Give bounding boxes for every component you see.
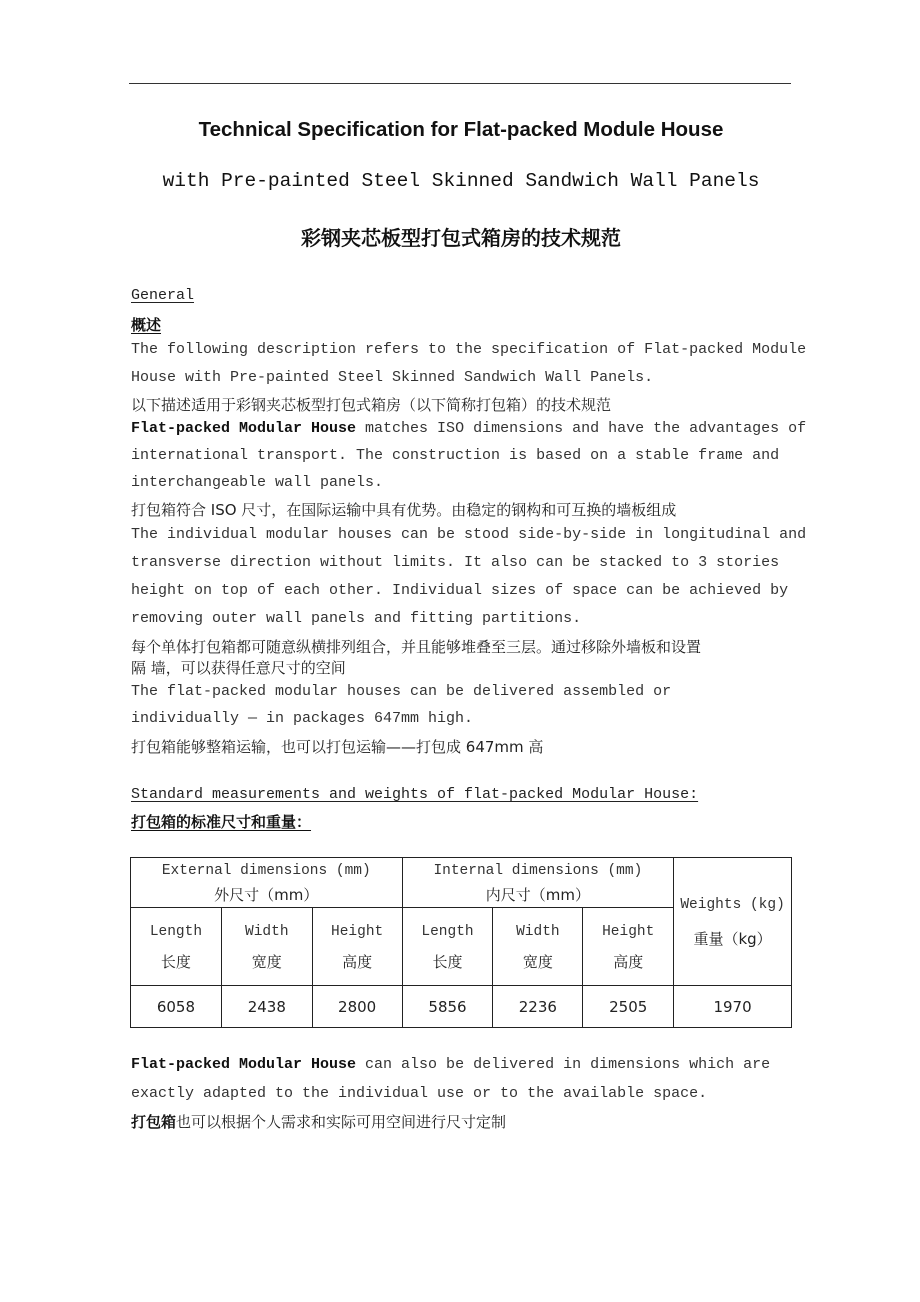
paragraph-3-line-1: The individual modular houses can be stood side-by-side in longitudinal and <box>131 526 807 543</box>
internal-dimensions-label: Internal dimensions (mm) <box>433 862 643 879</box>
int-length-header <box>402 908 493 986</box>
general-heading-cn: 概述 <box>131 316 162 334</box>
ext-width-label-cn: 宽度 <box>251 952 282 971</box>
title-english-subline: with Pre-painted Steel Skinned Sandwich Wall Panels <box>162 170 760 192</box>
external-dimensions-header <box>131 858 403 908</box>
external-dimensions-label: External dimensions (mm) <box>161 862 371 879</box>
int-length-label: Length <box>421 923 474 940</box>
product-name: Flat-packed Modular House <box>131 420 357 437</box>
ext-length-header <box>131 908 222 986</box>
int-height-header <box>583 908 674 986</box>
title-chinese: 彩钢夹芯板型打包式箱房的技术规范 <box>301 226 621 250</box>
paragraph-3-cn-2: 隔 墙，可以获得任意尺寸的空间 <box>131 659 346 677</box>
internal-dimensions-label-cn: 内尺寸（mm） <box>485 885 590 904</box>
closing-line-1 <box>131 1056 770 1073</box>
title-english: Technical Specification for Flat-packed Module House <box>198 118 724 141</box>
int-height-value: 2505 <box>583 986 674 1028</box>
weights-label: Weights (kg) <box>680 896 785 913</box>
weights-header <box>674 858 792 986</box>
general-heading: General <box>131 287 195 304</box>
ext-height-header <box>312 908 402 986</box>
paragraph-2-line-2: international transport. The construction is based on a stable frame and <box>131 447 780 464</box>
ext-length-value: 6058 <box>131 986 222 1028</box>
standard-heading: Standard measurements and weights of flat-packed Modular House: <box>131 786 699 803</box>
int-width-label-cn: 宽度 <box>522 952 553 971</box>
closing-product-name: Flat-packed Modular House <box>131 1056 357 1073</box>
closing-cn <box>131 1111 506 1132</box>
external-dimensions-label-cn: 外尺寸（mm） <box>214 885 319 904</box>
int-height-label: Height <box>602 923 655 940</box>
paragraph-1-line-2: House with Pre-painted Steel Skinned Sandwich Wall Panels. <box>131 369 654 386</box>
paragraph-1-cn: 以下描述适用于彩钢夹芯板型打包式箱房（以下简称打包箱）的技术规范 <box>131 396 612 414</box>
int-width-header <box>493 908 583 986</box>
paragraph-4-cn: 打包箱能够整箱运输，也可以打包运输——打包成 647mm 高 <box>131 738 544 756</box>
paragraph-4-line-1: The flat-packed modular houses can be delivered assembled or <box>131 683 672 700</box>
int-length-value: 5856 <box>402 986 493 1028</box>
ext-width-header <box>221 908 312 986</box>
standard-heading-cn: 打包箱的标准尺寸和重量： <box>131 813 312 831</box>
weight-value: 1970 <box>674 986 792 1028</box>
closing-line-1-text: can also be delivered in dimensions which are <box>356 1056 771 1073</box>
paragraph-2-line-1-text: matches ISO dimensions and have the advantages of <box>356 420 807 437</box>
ext-width-label: Width <box>245 923 289 940</box>
int-length-label-cn: 长度 <box>432 952 463 971</box>
paragraph-4-line-2: individually — in packages 647mm high. <box>131 710 474 727</box>
paragraph-1-line-1: The following description refers to the specification of Flat-packed Module <box>131 341 807 358</box>
internal-dimensions-header <box>402 858 674 908</box>
table-row <box>131 986 792 1028</box>
closing-line-2: exactly adapted to the individual use or to the available space. <box>131 1085 708 1102</box>
paragraph-3-line-2: transverse direction without limits. It also can be stacked to 3 stories <box>131 554 780 571</box>
paragraph-3-line-4: removing outer wall panels and fitting partitions. <box>131 610 582 627</box>
weights-label-cn: 重量（kg） <box>693 929 772 948</box>
ext-height-label: Height <box>331 923 384 940</box>
ext-length-label-cn: 长度 <box>160 952 191 971</box>
top-rule <box>129 83 791 84</box>
paragraph-3-cn-1: 每个单体打包箱都可随意纵横排列组合，并且能够堆叠至三层。通过移除外墙板和设置 <box>131 638 702 656</box>
ext-height-label-cn: 高度 <box>342 952 373 971</box>
closing-cn-text: 也可以根据个人需求和实际可用空间进行尺寸定制 <box>176 1113 507 1131</box>
ext-width-value: 2438 <box>221 986 312 1028</box>
closing-cn-bold: 打包箱 <box>131 1113 177 1131</box>
paragraph-2-cn: 打包箱符合 ISO 尺寸，在国际运输中具有优势。由稳定的钢构和可互换的墙板组成 <box>131 501 677 519</box>
int-width-label: Width <box>516 923 560 940</box>
measurements-table <box>130 857 792 1028</box>
paragraph-3-line-3: height on top of each other. Individual sizes of space can be achieved by <box>131 582 789 599</box>
ext-height-value: 2800 <box>312 986 402 1028</box>
int-height-label-cn: 高度 <box>613 952 644 971</box>
paragraph-2-line-1 <box>131 420 806 437</box>
ext-length-label: Length <box>149 923 203 940</box>
paragraph-2-line-3: interchangeable wall panels. <box>131 474 384 491</box>
int-width-value: 2236 <box>493 986 583 1028</box>
